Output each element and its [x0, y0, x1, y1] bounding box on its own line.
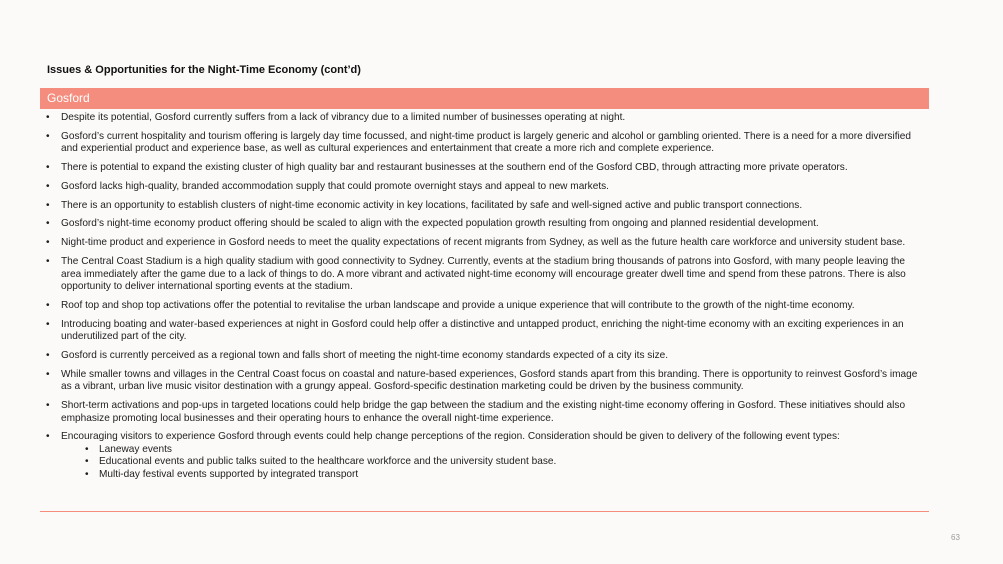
bullet-item: • Introducing boating and water-based experiences at night in Gosford could help offer a distinctive and untapped product, enriching the night-time economy with an exciting experiences in an underutilized part of the city.: [40, 319, 929, 344]
event-type-item: • Multi-day festival events supported by integrated transport: [61, 469, 921, 482]
section-title: Gosford: [47, 91, 90, 105]
bullet-item-events: [40, 431, 929, 481]
page-title: Issues & Opportunities for the Night-Time Economy (cont’d): [47, 64, 361, 76]
page-number: 63: [951, 533, 960, 542]
bullet-item: • Night-time product and experience in Gosford needs to meet the quality expectations of recent migrants from Sydney, as well as the future health care workforce and university student base.: [40, 237, 929, 250]
divider: [40, 511, 929, 512]
bullet-item: • Gosford’s current hospitality and tourism offering is largely day time focussed, and night-time product is largely generic and alcohol or gambling oriented. There is a need for a more diversified and experiential product and experience base, as well as cultural experiences and entertainment that create a more rich and complete experience.: [40, 131, 929, 156]
bullet-item: • While smaller towns and villages in the Central Coast focus on coastal and nature-based experiences, Gosford stands apart from this branding. There is opportunity to reinvest Gosford’s image as a vibrant, urban live music visitor destination with a grungy appeal. Gosford-specific destination marketing could be driven by the business community.: [40, 369, 929, 394]
bullet-item: • Short-term activations and pop-ups in targeted locations could help bridge the gap between the stadium and the existing night-time economy offering in Gosford. These initiatives should also emphasize promoting local businesses and their operating hours to enhance the overall night-time experience.: [40, 400, 929, 425]
bullet-item: • Despite its potential, Gosford currently suffers from a lack of vibrancy due to a limited number of businesses operating at night.: [40, 112, 929, 125]
bullet-item: • Roof top and shop top activations offer the potential to revitalise the urban landscape and provide a unique experience that will contribute to the growth of the night-time economy.: [40, 300, 929, 313]
bullet-item: • Gosford is currently perceived as a regional town and falls short of meeting the night-time economy standards expected of a city its size.: [40, 350, 929, 363]
bullet-item-text: Encouraging visitors to experience Gosford through events could help change perceptions of the region. Consideration should be given to delivery of the following event types:: [61, 431, 840, 443]
event-type-list: [61, 444, 921, 482]
bullet-item: • The Central Coast Stadium is a high quality stadium with good connectivity to Sydney. Currently, events at the stadium bring thousands of patrons into Gosford, with many people leaving the area immediately after the game due to a lack of things to do. A more vibrant and activated night-time economy will encourage greater dwell time and spend from these patrons. There is also opportunity to deliver international sporting events at the stadium.: [40, 256, 929, 294]
bullet-item: • Gosford’s night-time economy product offering should be scaled to align with the expected population growth resulting from ongoing and planned residential development.: [40, 218, 929, 231]
bullet-item: • There is an opportunity to establish clusters of night-time economic activity in key locations, facilitated by safe and well-signed active and public transport connections.: [40, 200, 929, 213]
event-type-item: • Educational events and public talks suited to the healthcare workforce and the university student base.: [61, 456, 921, 469]
section-header-bar: [40, 88, 929, 109]
bullet-list: [40, 112, 929, 488]
event-type-item: • Laneway events: [61, 444, 921, 457]
bullet-item: • There is potential to expand the existing cluster of high quality bar and restaurant businesses at the southern end of the Gosford CBD, through attracting more private operators.: [40, 162, 929, 175]
bullet-item: • Gosford lacks high-quality, branded accommodation supply that could promote overnight stays and appeal to new markets.: [40, 181, 929, 194]
